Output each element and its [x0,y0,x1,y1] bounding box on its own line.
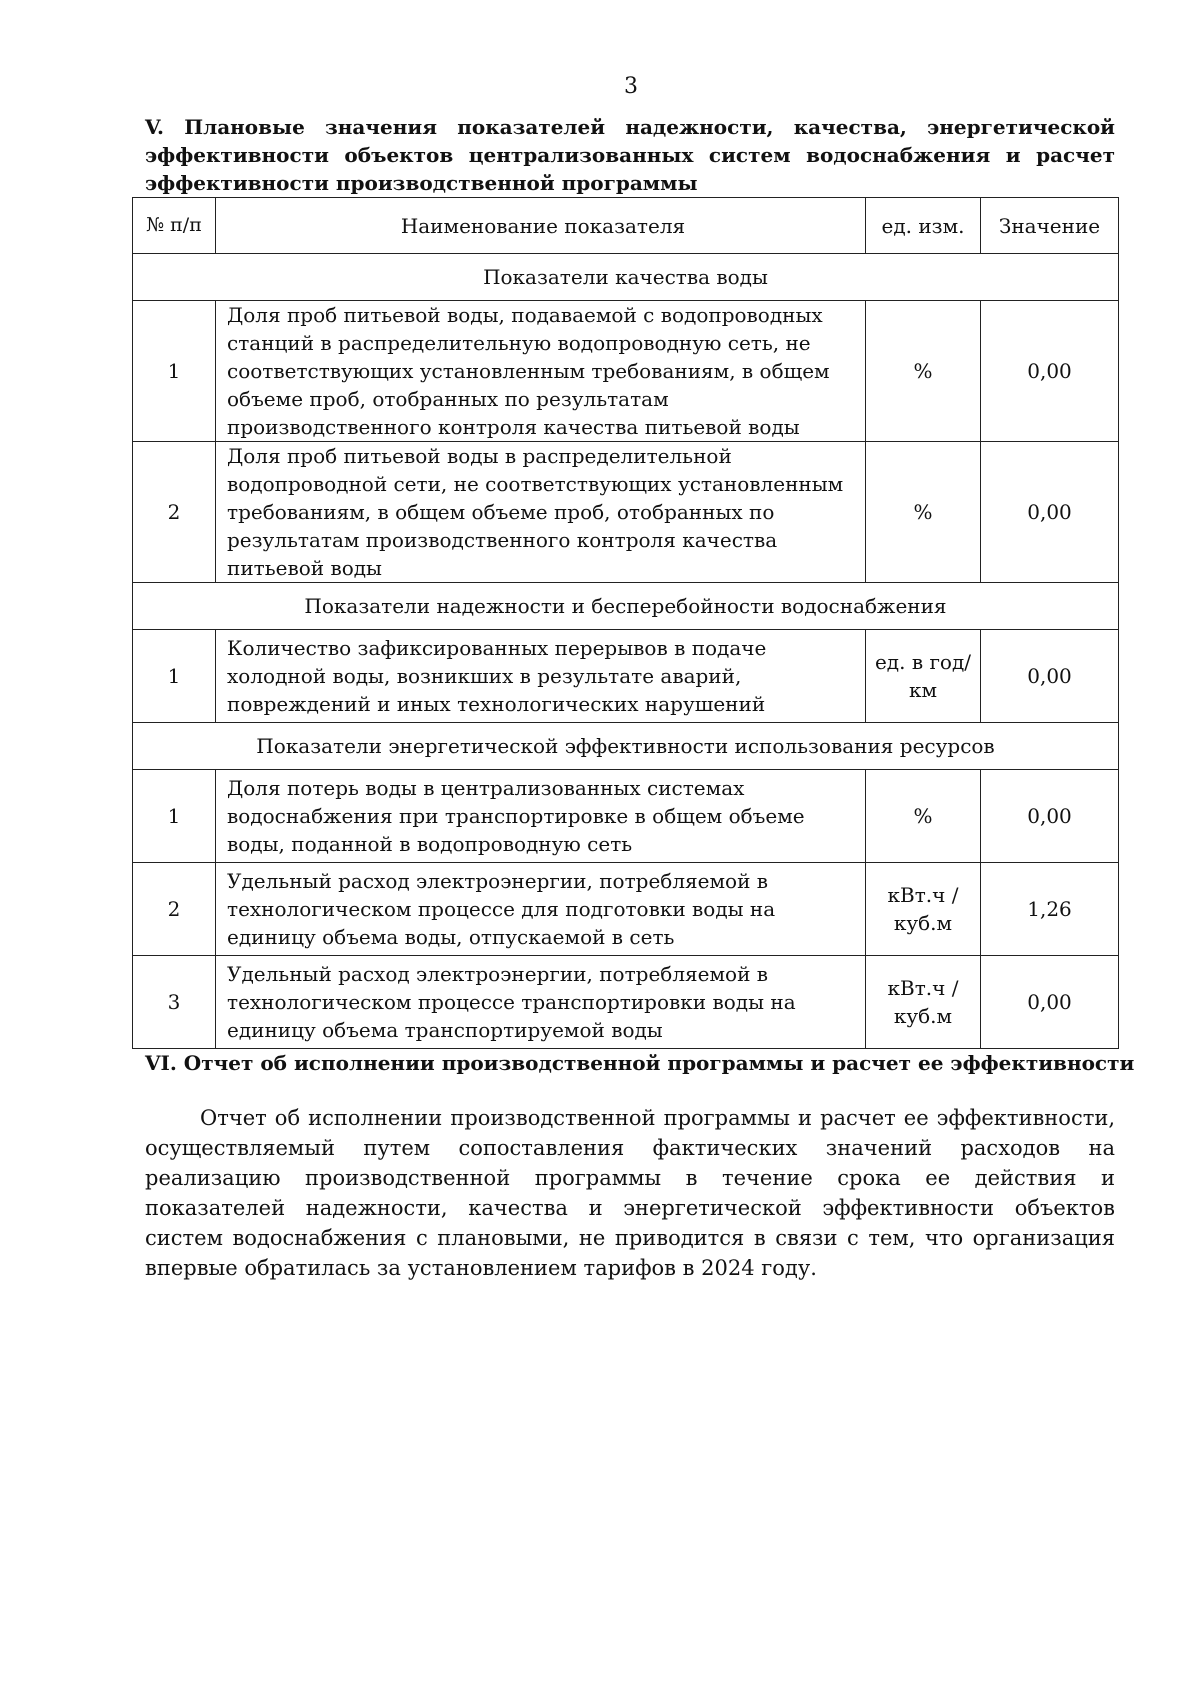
row-unit: кВт.ч / куб.м [866,956,981,1049]
table-row [133,301,1119,442]
row-value: 0,00 [981,630,1119,723]
row-num: 1 [133,630,216,723]
row-name: Удельный расход электроэнергии, потребляемой в технологическом процессе транспортировки воды на единицу объема транспортируемой воды [216,956,866,1049]
header-unit: ед. изм. [866,198,981,254]
row-name: Доля потерь воды в централизованных системах водоснабжения при транспортировке в общем объеме воды, поданной в водопроводную сеть [216,770,866,863]
row-num: 2 [133,863,216,956]
group-row [133,583,1119,630]
indicators-table [132,197,1119,1049]
header-num: № п/п [133,198,216,254]
table-header-row [133,198,1119,254]
row-num: 1 [133,301,216,442]
table-row [133,956,1119,1049]
row-value: 0,00 [981,956,1119,1049]
row-unit: % [866,770,981,863]
row-value: 1,26 [981,863,1119,956]
row-num: 2 [133,442,216,583]
group-title-energy: Показатели энергетической эффективности использования ресурсов [133,723,1119,770]
row-name: Количество зафиксированных перерывов в подаче холодной воды, возникших в результате аварий, повреждений и иных технологических нарушений [216,630,866,723]
table-row [133,770,1119,863]
header-value: Значение [981,198,1119,254]
section-6-paragraph: Отчет об исполнении производственной программы и расчет ее эффективности, осуществляемый путем сопоставления фактических значений расходов на реализацию производственной программы в течение срока ее действия и показателей надежности, качества и энергетической эффективности объектов систем водоснабжения с плановыми, не приводится в связи с тем, что организация впервые обратилась за установлением тарифов в 2024 году. [145,1106,1115,1280]
section-5-title: V. Плановые значения показателей надежности, качества, энергетической эффективности объектов централизованных систем водоснабжения и расчет эффективности производственной программы [145,115,1115,195]
table-row [133,442,1119,583]
row-value: 0,00 [981,770,1119,863]
row-num: 3 [133,956,216,1049]
table-row [133,863,1119,956]
group-title-quality: Показатели качества воды [133,254,1119,301]
page-number: 3 [624,74,638,99]
row-unit: ед. в год/ км [866,630,981,723]
row-value: 0,00 [981,301,1119,442]
row-num: 1 [133,770,216,863]
row-value: 0,00 [981,442,1119,583]
group-row [133,723,1119,770]
row-unit: % [866,442,981,583]
table-row [133,630,1119,723]
section-6-title: VI. Отчет об исполнении производственной программы и расчет ее эффективности [145,1051,1135,1075]
group-title-reliability: Показатели надежности и бесперебойности водоснабжения [133,583,1119,630]
group-row [133,254,1119,301]
row-name: Доля проб питьевой воды, подаваемой с водопроводных станций в распределительную водопроводную сеть, не соответствующих установленным требованиям, в общем объеме проб, отобранных по результатам производственного контроля качества питьевой воды [216,301,866,442]
row-unit: кВт.ч / куб.м [866,863,981,956]
row-unit: % [866,301,981,442]
row-name: Удельный расход электроэнергии, потребляемой в технологическом процессе для подготовки воды на единицу объема воды, отпускаемой в сеть [216,863,866,956]
row-name: Доля проб питьевой воды в распределительной водопроводной сети, не соответствующих установленным требованиям, в общем объеме проб, отобранных по результатам производственного контроля качества питьевой воды [216,442,866,583]
header-name: Наименование показателя [216,198,866,254]
